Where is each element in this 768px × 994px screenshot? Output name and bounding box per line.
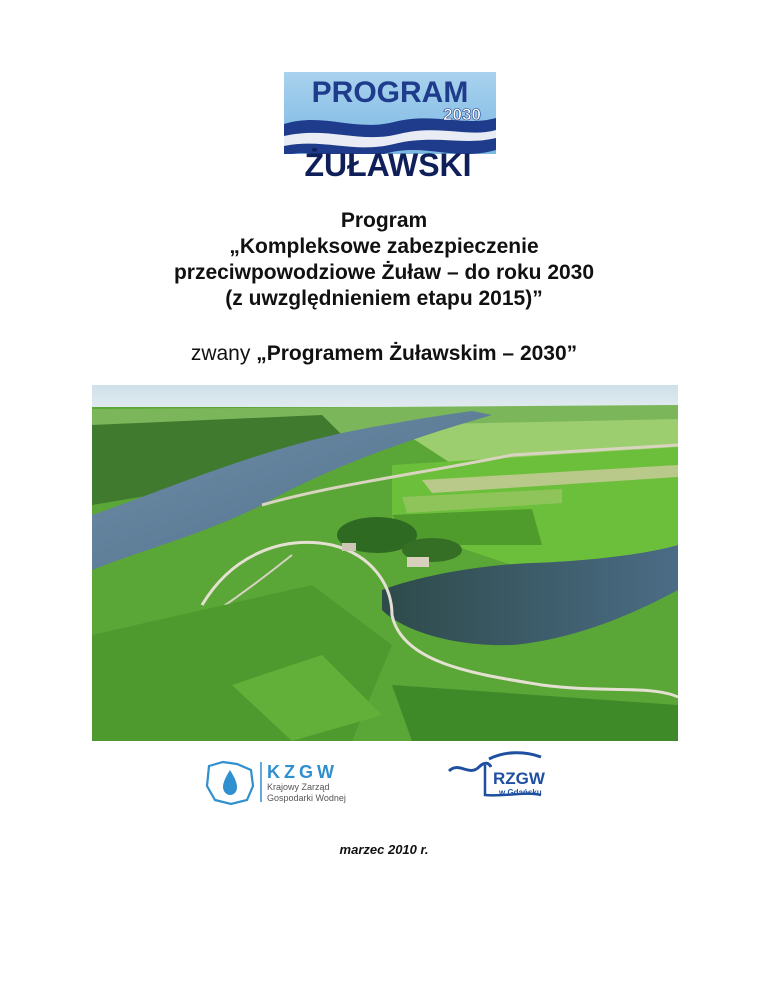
subtitle-name: „Programem Żuławskim – 2030” [256,342,578,365]
kzgw-logo [203,756,363,808]
kzgw-line2: Gospodarki Wodnej [267,793,346,803]
logo-word-top: PROGRAM [311,76,469,109]
rzgw-abbr: RZGW [493,769,545,788]
document-subtitle [0,341,768,367]
kzgw-abbr: KZGW [267,762,338,782]
rzgw-sub: w Gdańsku [499,788,542,797]
aerial-photo-river-delta [92,385,678,741]
title-line-4: (z uwzględnieniem etapu 2015)” [225,287,543,310]
logo-year: 2030 [443,105,481,124]
subtitle-prefix: zwany [190,342,257,365]
publication-date: marzec 2010 r. [339,842,429,857]
water-drop-icon [223,770,237,795]
title-line-3: przeciwpowodziowe Żuław – do roku 2030 [173,261,595,284]
document-title [0,208,768,312]
logo-word-bottom: ŻUŁAWSKI [304,147,472,182]
rzgw-logo [445,751,570,799]
title-line-2: „Kompleksowe zabezpieczenie [229,235,539,258]
title-line-1: Program [340,209,428,232]
program-zulawski-logo [284,72,496,182]
kzgw-line1: Krajowy Zarząd [267,782,330,792]
